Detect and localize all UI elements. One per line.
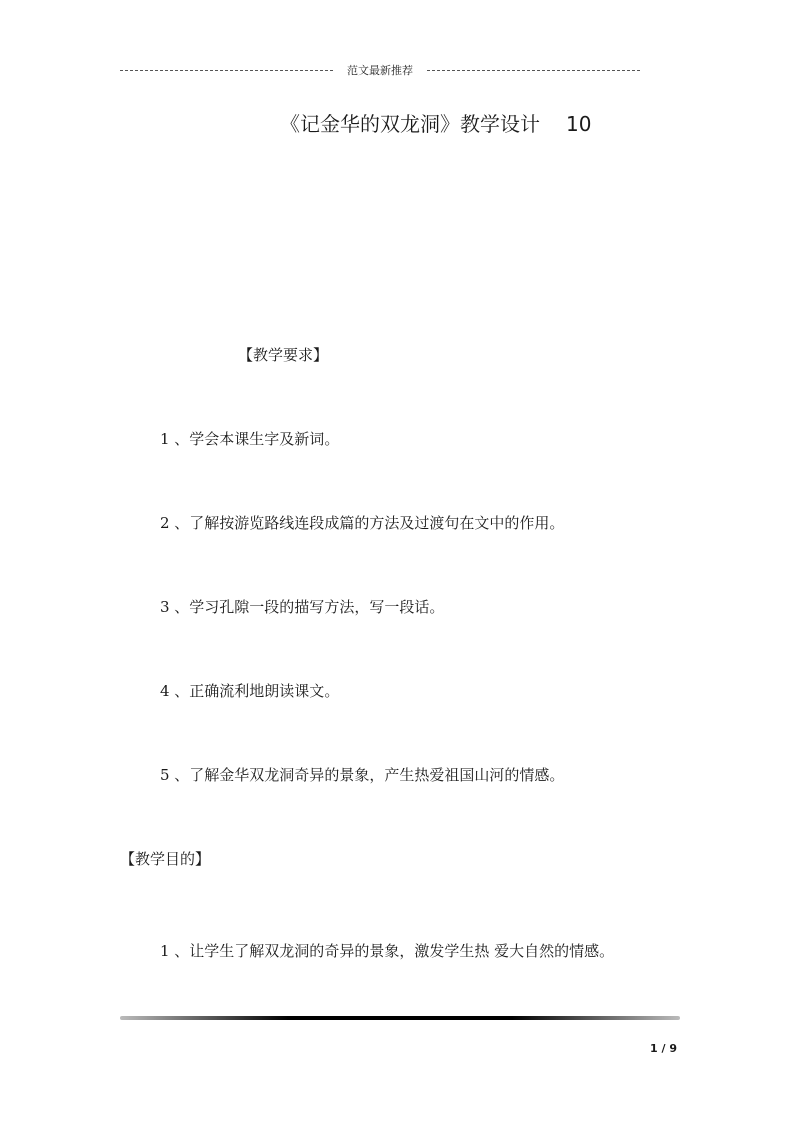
document-title bbox=[280, 108, 591, 137]
requirements-heading: 【教学要求】 bbox=[238, 346, 329, 364]
requirement-item-3: 3 、学习孔隙一段的描写方法，写一段话。 bbox=[160, 598, 445, 616]
page-number: 1 / 9 bbox=[650, 1042, 677, 1055]
requirement-item-5: 5 、了解金华双龙洞奇异的景象，产生热爱祖国山河的情感。 bbox=[160, 766, 565, 784]
header-dash-right bbox=[427, 70, 640, 71]
footer-rule bbox=[120, 1016, 680, 1020]
page-header bbox=[120, 60, 640, 80]
header-label: 范文最新推荐 bbox=[347, 64, 413, 77]
title-text: 《记金华的双龙洞》教学设计 bbox=[280, 112, 540, 136]
goals-heading: 【教学目的】 bbox=[120, 850, 211, 868]
requirement-item-1: 1 、学会本课生字及新词。 bbox=[160, 430, 340, 448]
header-dash-left bbox=[120, 70, 333, 71]
requirement-item-4: 4 、正确流利地朗读课文。 bbox=[160, 682, 340, 700]
title-number: 10 bbox=[566, 112, 592, 136]
requirement-item-2: 2 、了解按游览路线连段成篇的方法及过渡句在文中的作用。 bbox=[160, 514, 565, 532]
goal-item-1: 1 、让学生了解双龙洞的奇异的景象，激发学生热 爱大自然的情感。 bbox=[160, 942, 615, 960]
